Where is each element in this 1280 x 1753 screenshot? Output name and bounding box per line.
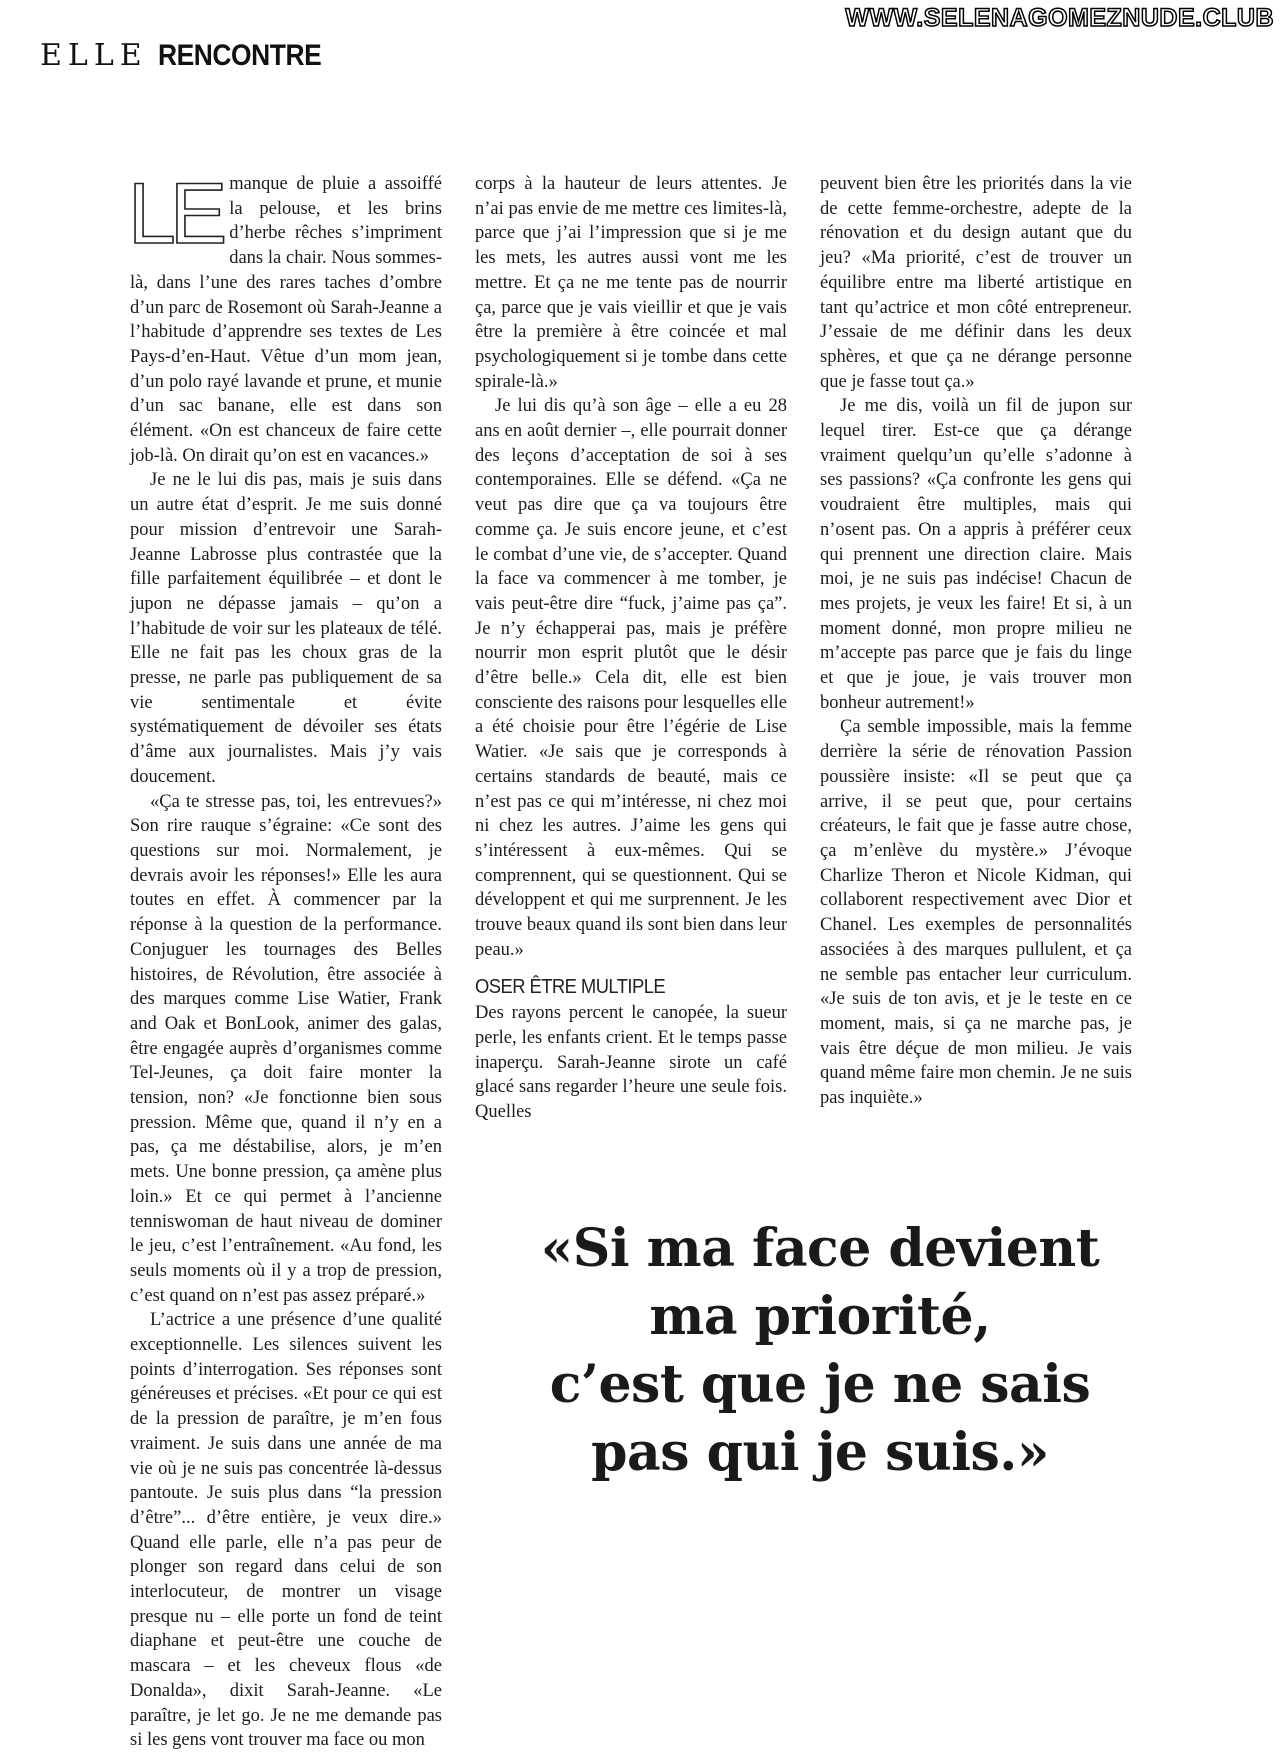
- paragraph: peuvent bien être les priorités dans la vie de cette femme-orchestre, adepte de la rénovation et du design autant que du jeu? «Ma priorité, c’est de trouver un équilibre entre ma liberté artistique en tant qu’actrice et mon côté entrepreneur. J’essaie de me définir dans les deux sphères, et que ça ne dérange personne que je fasse tout ça.»: [820, 174, 1132, 392]
- pull-quote: [500, 1215, 1140, 1487]
- pull-quote-line: pas qui je suis.»: [591, 1422, 1049, 1483]
- magazine-header: [40, 38, 343, 73]
- paragraph: «Ça te stresse pas, toi, les entrevues?» Son rire rauque s’égraine: «Ce sont des questions sur moi. Normalement, je devrais avoir les réponses!» Elle les aura toutes en effet. À commencer par la réponse à la question de la performance. Conjuguer les tournages des Belles histoires, de Révolution, être associée à des marques comme Lise Watier, Frank and Oak et BonLook, animer des galas, être engagée auprès d’organismes comme Tel-Jeunes, ça doit faire monter la tension, non? «Je fonctionne bien sous pression. Même que, quand il n’y en a pas, ça me déstabilise, alors, je m’en mets. Une bonne pression, ça amène plus loin.» Et ce qui permet à l’ancienne tenniswoman de haut niveau de dominer le jeu, c’est l’entraînement. «Au fond, les seuls moments où il y a trop de pression, c’est quand on n’est pas assez préparé.»: [130, 791, 442, 1306]
- pull-quote-line: ma priorité,: [649, 1286, 991, 1347]
- article-column-2: [475, 172, 787, 1125]
- watermark: WWW.SELENAGOMEZNUDE.CLUB: [845, 4, 1274, 32]
- paragraph: Je ne le lui dis pas, mais je suis dans un autre état d’esprit. Je me suis donné pour mission d’entrevoir une Sarah-Jeanne Labrosse plus contrastée que la fille parfaitement équilibrée – et dont le jupon ne dépasse jamais – qu’on a l’habitude de voir sur les plateaux de télé. Elle ne fait pas les choux gras de la presse, ne parle pas publiquement de sa vie sentimentale et évite systématiquement de dévoiler ses états d’âme aux journalistes. Mais j’y vais doucement.: [130, 470, 442, 787]
- paragraph: Je lui dis qu’à son âge – elle a eu 28 ans en août dernier –, elle pourrait donner des leçons d’acceptation de soi à ses contemporaines. Elle se défend. «Ça ne veut pas dire que ça va toujours être comme ça. Je suis encore jeune, et c’est le combat d’une vie, de s’accepter. Quand la face va commencer à me tomber, je vais peut-être dire “fuck, j’aime pas ça”. Je n’y échapperai pas, mais je préfère nourrir mon esprit plutôt que le désir d’être belle.» Cela dit, elle est bien consciente des raisons pour lesquelles elle a été choisie pour être l’égérie de Lise Watier. «Je sais que je corresponds à certains standards de beauté, mais ce n’est pas ce qui m’intéresse, ni chez moi ni chez les autres. J’aime les gens qui s’intéressent à eux-mêmes. Qui se comprennent, qui se questionnent. Qui se développent et qui me surprennent. Je les trouve beaux quand ils sont bien dans leur peau.»: [475, 396, 787, 960]
- paragraph: Je me dis, voilà un fil de jupon sur lequel tirer. Est-ce que ça dérange vraiment quelqu’un qu’elle s’adonne à ses passions? «Ça confronte les gens qui voudraient être multiples, mais qui n’osent pas. On a appris à préférer ceux qui prennent une direction claire. Mais moi, je ne suis pas indécise! Chacun de mes projets, je veux les faire! Et si, à un moment donné, mon propre milieu ne m’accepte pas parce que je fais du linge et que je joue, je vais trouver mon bonheur autrement!»: [820, 396, 1132, 713]
- pull-quote-line: c’est que je ne sais: [549, 1354, 1091, 1415]
- section-subheading: OSER ÊTRE MULTIPLE: [475, 975, 666, 998]
- pull-quote-line: «Si ma face devient: [540, 1218, 1100, 1279]
- article-column-1: [128, 166, 442, 1753]
- paragraph: corps à la hauteur de leurs attentes. Je n’ai pas envie de me mettre ces limites-là, parce que j’ai l’impression que si je me les mets, les autres aussi vont me les mettre. Et ça ne me tente pas de nourrir ça, parce que je vais vieillir et que je vais être la première à être coincée et mal psychologiquement si je tombe dans cette spirale-là.»: [475, 174, 787, 392]
- section-title: RENCONTRE: [157, 39, 321, 72]
- paragraph: Ça semble impossible, mais la femme derrière la série de rénovation Passion poussière insiste: «Il se peut que ça arrive, il se peut que, pour certains créateurs, le fait que je fasse autre chose, ça m’enlève du mystère.» J’évoque Charlize Theron et Nicole Kidman, qui collaborent respectivement avec Dior et Chanel. Les exemples de personnalités associées à des marques pullulent, et ça ne semble pas entacher leur curriculum. «Je suis de ton avis, et je le teste en ce moment, mais, si ça ne marche pas, je vais être déçue de mon milieu. Je vais quand même faire mon chemin. Je ne suis pas inquiète.»: [820, 717, 1132, 1109]
- article-column-3: [820, 172, 1132, 1111]
- drop-cap: LE: [128, 166, 222, 262]
- elle-logo: ELLE: [40, 38, 148, 73]
- paragraph: manque de pluie a assoiffé la pelouse, et les brins d’herbe rêches s’impriment dans la chair. Nous sommes-là, dans l’une des rares taches d’ombre d’un parc de Rosemont où Sarah-Jeanne a l’habitude d’apprendre ses textes de Les Pays-d’en-Haut. Vêtue d’un mom jean, d’un polo rayé lavande et prune, et munie d’un sac banane, elle est dans son élément. «On est chanceux de faire cette job-là. On dirait qu’on est en vacances.»: [130, 174, 442, 466]
- paragraph: L’actrice a une présence d’une qualité exceptionnelle. Les silences suivent les points d’interrogation. Ses réponses sont généreuses et précises. «Et pour ce qui est de la pression de paraître, je m’en fous vraiment. Je suis dans une année de ma vie où je ne suis pas concentrée là-dessus pantoute. Je suis plus dans “la pression d’être”... d’être entière, je veux dire.» Quand elle parle, elle n’a pas peur de plonger son regard dans celui de son interlocuteur, de montrer un visage presque nu – elle porte un fond de teint diaphane et peut-être une couche de mascara – et les cheveux flous «de Donalda», dixit Sarah-Jeanne. «Le paraître, je let go. Je ne me demande pas si les gens vont trouver ma face ou mon: [130, 1310, 442, 1751]
- paragraph: Des rayons percent le canopée, la sueur perle, les enfants crient. Et le temps passe inaperçu. Sarah-Jeanne sirote un café glacé sans regarder l’heure une seule fois. Quelles: [475, 1003, 787, 1123]
